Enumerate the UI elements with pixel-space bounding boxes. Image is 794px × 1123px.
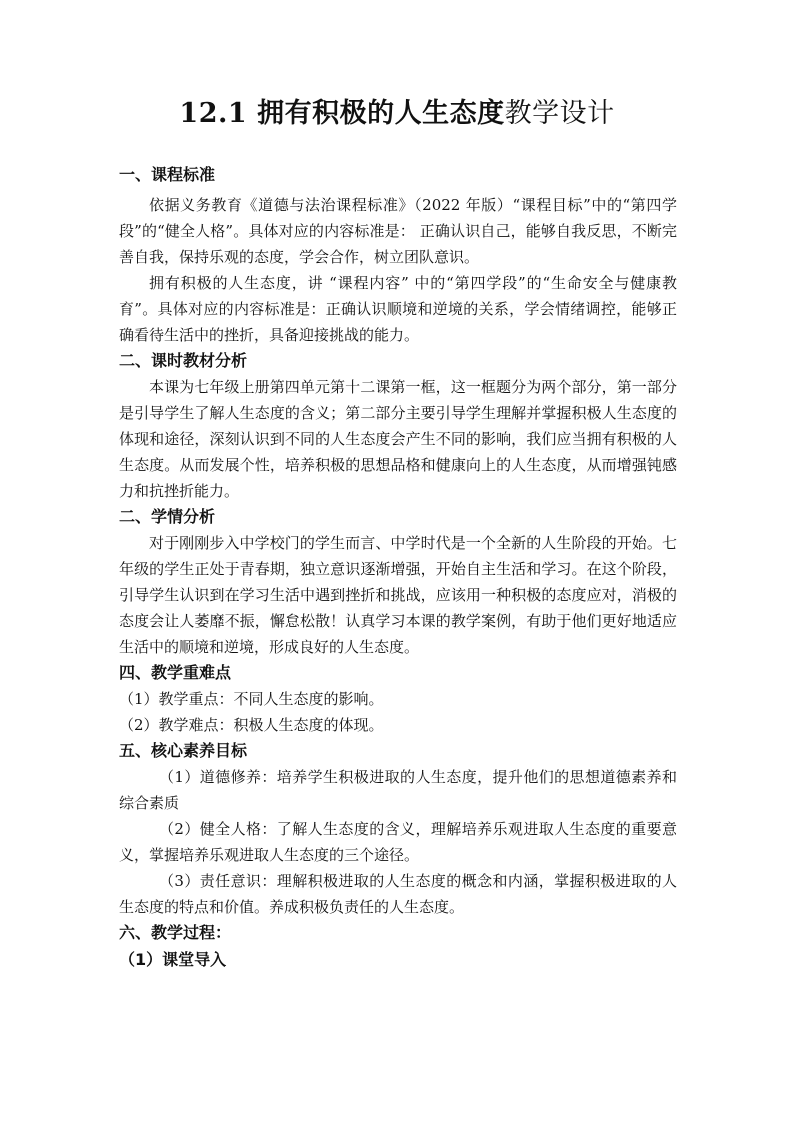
paragraph-curriculum-standard-2: 拥有积极的人生态度，讲 “课程内容” 中的“第四学段”的“生命安全与健康教育”。具体对应的内容标准是：正确认识顺境和逆境的关系，学会情绪调控，能够正确看待生活中的挫折，具备迎接挑战的能力。 — [119, 274, 677, 344]
document-body — [119, 160, 677, 974]
page-title — [0, 94, 794, 134]
list-item-difficult-point: （2）教学难点：积极人生态度的体现。 — [119, 716, 384, 734]
section-heading-textbook-analysis: 二、课时教材分析 — [119, 351, 248, 370]
section-heading-key-difficult-points: 四、教学重难点 — [119, 663, 232, 682]
section-heading-curriculum-standard: 一、课程标准 — [119, 165, 216, 184]
section-heading-teaching-process: 六、教学过程： — [119, 923, 232, 942]
title-bold-part: 12.1 拥有积极的人生态度 — [179, 98, 505, 129]
section-heading-core-literacy-goals: 五、核心素养目标 — [119, 741, 248, 760]
list-item-key-point: （1）教学重点：不同人生态度的影响。 — [119, 690, 384, 708]
paragraph-curriculum-standard-1: 依据义务教育《道德与法治课程标准》（2022 年版）“课程目标”中的“第四学段”的“健全人格”。具体对应的内容标准是： 正确认识自己，能够自我反思，不断完善自我，保持乐观的态度，学会合作，树立团队意识。 — [119, 196, 677, 266]
section-heading-student-analysis: 二、学情分析 — [119, 507, 216, 526]
paragraph-student-analysis: 对于刚刚步入中学校门的学生而言、中学时代是一个全新的人生阶段的开始。七年级的学生正处于青春期，独立意识逐渐增强，开始自主生活和学习。在这个阶段，引导学生认识到在学习生活中遇到挫折和挑战，应该用一种积极的态度应对，消极的态度会让人萎靡不振，懈怠松散！认真学习本课的教学案例，有助于他们更好地适应生活中的顺境和逆境，形成良好的人生态度。 — [119, 534, 677, 656]
goal-moral-cultivation: （1）道德修养：培养学生积极进取的人生态度，提升他们的思想道德素养和综合素质 — [119, 768, 677, 812]
goal-sense-of-responsibility: （3）责任意识：理解积极进取的人生态度的概念和内涵，掌握积极进取的人生态度的特点和价值。养成积极负责任的人生态度。 — [119, 872, 677, 916]
title-plain-part: 教学设计 — [504, 98, 615, 129]
paragraph-textbook-analysis: 本课为七年级上册第四单元第十二课第一框，这一框题分为两个部分，第一部分是引导学生了解人生态度的含义；第二部分主要引导学生理解并掌握积极人生态度的体现和途径，深刻认识到不同的人生态度会产生不同的影响，我们应当拥有积极的人生态度。从而发展个性，培养积极的思想品格和健康向上的人生态度，从而增强钝感力和抗挫折能力。 — [119, 378, 677, 500]
subheading-class-introduction: （1）课堂导入 — [119, 950, 227, 969]
goal-sound-personality: （2）健全人格：了解人生态度的含义，理解培养乐观进取人生态度的重要意义，掌握培养乐观进取人生态度的三个途径。 — [119, 820, 677, 864]
